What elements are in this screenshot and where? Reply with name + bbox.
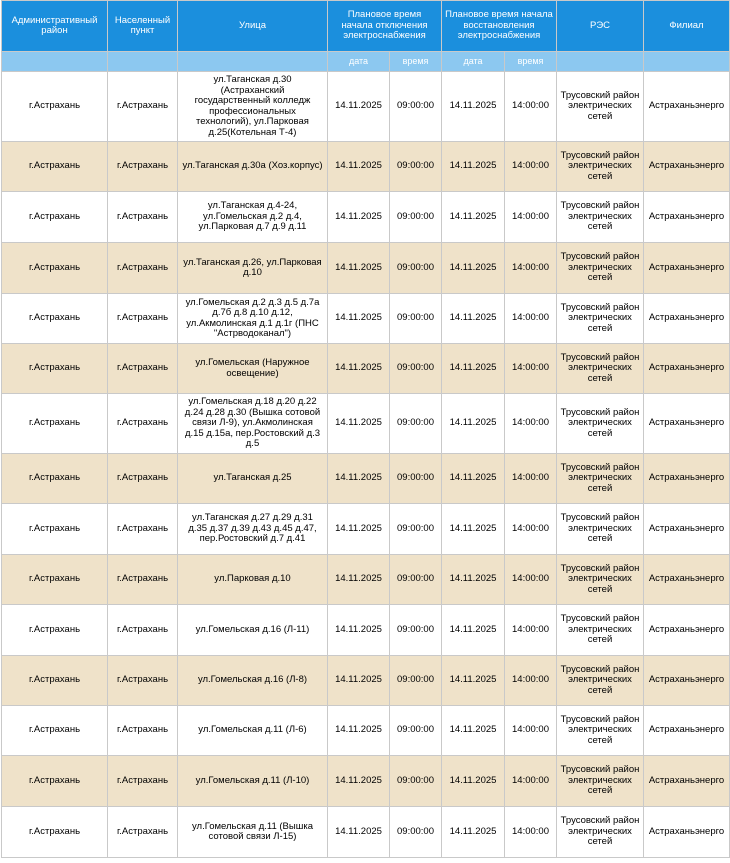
cell-branch: Астраханьэнерго xyxy=(644,756,730,807)
cell-street: ул.Гомельская д.2 д.3 д.5 д.7а д.7б д.8 д.10 д.12, ул.Акмолинская д.1 д.1г (ПНС "Астрводоканал") xyxy=(178,294,328,344)
header-sub-empty xyxy=(108,52,178,72)
cell-off-date: 14.11.2025 xyxy=(328,807,390,858)
cell-settlement: г.Астрахань xyxy=(108,656,178,706)
header-sub-empty xyxy=(178,52,328,72)
cell-settlement: г.Астрахань xyxy=(108,756,178,807)
cell-branch: Астраханьэнерго xyxy=(644,72,730,142)
cell-settlement: г.Астрахань xyxy=(108,807,178,858)
cell-on-date: 14.11.2025 xyxy=(442,344,505,394)
cell-on-date: 14.11.2025 xyxy=(442,605,505,656)
cell-on-time: 14:00:00 xyxy=(505,192,557,243)
cell-off-time: 09:00:00 xyxy=(390,72,442,142)
cell-branch: Астраханьэнерго xyxy=(644,394,730,454)
cell-res: Трусовский район электрических сетей xyxy=(557,454,644,504)
cell-district: г.Астрахань xyxy=(2,454,108,504)
cell-settlement: г.Астрахань xyxy=(108,504,178,555)
cell-on-date: 14.11.2025 xyxy=(442,656,505,706)
cell-street: ул.Гомельская (Наружное освещение) xyxy=(178,344,328,394)
table-row xyxy=(2,555,730,605)
table-row xyxy=(2,756,730,807)
cell-district: г.Астрахань xyxy=(2,656,108,706)
cell-street: ул.Таганская д.25 xyxy=(178,454,328,504)
cell-settlement: г.Астрахань xyxy=(108,394,178,454)
cell-branch: Астраханьэнерго xyxy=(644,555,730,605)
cell-on-date: 14.11.2025 xyxy=(442,394,505,454)
table-row xyxy=(2,454,730,504)
cell-branch: Астраханьэнерго xyxy=(644,454,730,504)
table-row xyxy=(2,72,730,142)
cell-on-date: 14.11.2025 xyxy=(442,807,505,858)
cell-off-time: 09:00:00 xyxy=(390,454,442,504)
cell-on-time: 14:00:00 xyxy=(505,243,557,294)
header-on-date: дата xyxy=(442,52,505,72)
cell-street: ул.Гомельская д.11 (Л-6) xyxy=(178,706,328,756)
cell-district: г.Астрахань xyxy=(2,344,108,394)
cell-settlement: г.Астрахань xyxy=(108,454,178,504)
header-planned-off: Плановое время начала отключения электроснабжения xyxy=(328,1,442,52)
cell-district: г.Астрахань xyxy=(2,294,108,344)
cell-on-time: 14:00:00 xyxy=(505,142,557,192)
cell-street: ул.Гомельская д.11 (Вышка сотовой связи Л-15) xyxy=(178,807,328,858)
cell-street: ул.Таганская д.27 д.29 д.31 д.35 д.37 д.39 д.43 д.45 д.47, пер.Ростовский д.7 д.41 xyxy=(178,504,328,555)
cell-res: Трусовский район электрических сетей xyxy=(557,656,644,706)
cell-off-time: 09:00:00 xyxy=(390,605,442,656)
cell-on-time: 14:00:00 xyxy=(505,72,557,142)
cell-off-time: 09:00:00 xyxy=(390,394,442,454)
cell-district: г.Астрахань xyxy=(2,192,108,243)
cell-district: г.Астрахань xyxy=(2,756,108,807)
cell-street: ул.Таганская д.4-24, ул.Гомельская д.2 д.4, ул.Парковая д.7 д.9 д.11 xyxy=(178,192,328,243)
table-row xyxy=(2,807,730,858)
cell-off-time: 09:00:00 xyxy=(390,807,442,858)
cell-district: г.Астрахань xyxy=(2,142,108,192)
cell-on-date: 14.11.2025 xyxy=(442,555,505,605)
header-off-date: дата xyxy=(328,52,390,72)
cell-res: Трусовский район электрических сетей xyxy=(557,394,644,454)
cell-branch: Астраханьэнерго xyxy=(644,294,730,344)
cell-branch: Астраханьэнерго xyxy=(644,706,730,756)
cell-on-time: 14:00:00 xyxy=(505,656,557,706)
cell-off-date: 14.11.2025 xyxy=(328,504,390,555)
cell-street: ул.Гомельская д.16 (Л-11) xyxy=(178,605,328,656)
cell-res: Трусовский район электрических сетей xyxy=(557,807,644,858)
cell-off-date: 14.11.2025 xyxy=(328,555,390,605)
cell-district: г.Астрахань xyxy=(2,72,108,142)
cell-on-time: 14:00:00 xyxy=(505,605,557,656)
header-branch: Филиал xyxy=(644,1,730,52)
table-row xyxy=(2,243,730,294)
cell-settlement: г.Астрахань xyxy=(108,344,178,394)
cell-res: Трусовский район электрических сетей xyxy=(557,555,644,605)
cell-district: г.Астрахань xyxy=(2,706,108,756)
cell-settlement: г.Астрахань xyxy=(108,72,178,142)
cell-off-time: 09:00:00 xyxy=(390,294,442,344)
cell-branch: Астраханьэнерго xyxy=(644,142,730,192)
table-header xyxy=(2,1,730,72)
cell-res: Трусовский район электрических сетей xyxy=(557,142,644,192)
cell-street: ул.Парковая д.10 xyxy=(178,555,328,605)
cell-settlement: г.Астрахань xyxy=(108,142,178,192)
header-sub-empty xyxy=(644,52,730,72)
cell-street: ул.Таганская д.26, ул.Парковая д.10 xyxy=(178,243,328,294)
header-row-sub xyxy=(2,52,730,72)
cell-street: ул.Гомельская д.18 д.20 д.22 д.24 д.28 д.30 (Вышка сотовой связи Л-9), ул.Акмолинская д.15 д.15а, пер.Ростовский д.3 д.5 xyxy=(178,394,328,454)
cell-on-time: 14:00:00 xyxy=(505,555,557,605)
cell-street: ул.Таганская д.30 (Астраханский государственный колледж профессиональных технологий), ул.Парковая д.25(Котельная Т-4) xyxy=(178,72,328,142)
cell-branch: Астраханьэнерго xyxy=(644,344,730,394)
outage-schedule-table xyxy=(1,0,730,858)
table-row xyxy=(2,142,730,192)
cell-off-date: 14.11.2025 xyxy=(328,454,390,504)
cell-off-date: 14.11.2025 xyxy=(328,243,390,294)
cell-off-date: 14.11.2025 xyxy=(328,142,390,192)
cell-off-date: 14.11.2025 xyxy=(328,192,390,243)
header-planned-on: Плановое время начала восстановления электроснабжения xyxy=(442,1,557,52)
cell-off-date: 14.11.2025 xyxy=(328,605,390,656)
table-row xyxy=(2,294,730,344)
cell-on-time: 14:00:00 xyxy=(505,294,557,344)
cell-branch: Астраханьэнерго xyxy=(644,656,730,706)
cell-off-time: 09:00:00 xyxy=(390,344,442,394)
cell-settlement: г.Астрахань xyxy=(108,192,178,243)
cell-res: Трусовский район электрических сетей xyxy=(557,756,644,807)
cell-settlement: г.Астрахань xyxy=(108,294,178,344)
cell-res: Трусовский район электрических сетей xyxy=(557,192,644,243)
header-sub-empty xyxy=(2,52,108,72)
cell-district: г.Астрахань xyxy=(2,394,108,454)
cell-on-date: 14.11.2025 xyxy=(442,243,505,294)
cell-off-date: 14.11.2025 xyxy=(328,72,390,142)
cell-district: г.Астрахань xyxy=(2,605,108,656)
cell-off-time: 09:00:00 xyxy=(390,192,442,243)
cell-res: Трусовский район электрических сетей xyxy=(557,605,644,656)
cell-res: Трусовский район электрических сетей xyxy=(557,72,644,142)
cell-res: Трусовский район электрических сетей xyxy=(557,706,644,756)
cell-branch: Астраханьэнерго xyxy=(644,504,730,555)
header-settlement: Населенный пункт xyxy=(108,1,178,52)
table-body xyxy=(2,72,730,858)
cell-settlement: г.Астрахань xyxy=(108,243,178,294)
header-row-main xyxy=(2,1,730,52)
cell-off-time: 09:00:00 xyxy=(390,243,442,294)
table-row xyxy=(2,656,730,706)
cell-branch: Астраханьэнерго xyxy=(644,192,730,243)
cell-branch: Астраханьэнерго xyxy=(644,807,730,858)
header-off-time: время xyxy=(390,52,442,72)
cell-settlement: г.Астрахань xyxy=(108,555,178,605)
cell-street: ул.Гомельская д.16 (Л-8) xyxy=(178,656,328,706)
cell-on-date: 14.11.2025 xyxy=(442,142,505,192)
cell-res: Трусовский район электрических сетей xyxy=(557,344,644,394)
cell-off-date: 14.11.2025 xyxy=(328,344,390,394)
cell-on-date: 14.11.2025 xyxy=(442,756,505,807)
cell-district: г.Астрахань xyxy=(2,555,108,605)
cell-res: Трусовский район электрических сетей xyxy=(557,504,644,555)
cell-street: ул.Таганская д.30а (Хоз.корпус) xyxy=(178,142,328,192)
cell-on-date: 14.11.2025 xyxy=(442,454,505,504)
table-row xyxy=(2,344,730,394)
cell-district: г.Астрахань xyxy=(2,504,108,555)
cell-on-time: 14:00:00 xyxy=(505,756,557,807)
header-admin-district: Административный район xyxy=(2,1,108,52)
table-row xyxy=(2,504,730,555)
cell-branch: Астраханьэнерго xyxy=(644,605,730,656)
cell-district: г.Астрахань xyxy=(2,243,108,294)
cell-on-date: 14.11.2025 xyxy=(442,192,505,243)
table-row xyxy=(2,605,730,656)
cell-res: Трусовский район электрических сетей xyxy=(557,294,644,344)
header-sub-empty xyxy=(557,52,644,72)
header-on-time: время xyxy=(505,52,557,72)
cell-branch: Астраханьэнерго xyxy=(644,243,730,294)
table-row xyxy=(2,706,730,756)
header-street: Улица xyxy=(178,1,328,52)
cell-off-time: 09:00:00 xyxy=(390,706,442,756)
table-row xyxy=(2,394,730,454)
cell-on-date: 14.11.2025 xyxy=(442,294,505,344)
cell-on-time: 14:00:00 xyxy=(505,807,557,858)
cell-off-time: 09:00:00 xyxy=(390,756,442,807)
cell-res: Трусовский район электрических сетей xyxy=(557,243,644,294)
cell-off-date: 14.11.2025 xyxy=(328,294,390,344)
cell-on-date: 14.11.2025 xyxy=(442,706,505,756)
cell-on-date: 14.11.2025 xyxy=(442,504,505,555)
cell-off-time: 09:00:00 xyxy=(390,504,442,555)
cell-off-date: 14.11.2025 xyxy=(328,394,390,454)
header-res: РЭС xyxy=(557,1,644,52)
cell-on-time: 14:00:00 xyxy=(505,706,557,756)
cell-settlement: г.Астрахань xyxy=(108,605,178,656)
cell-street: ул.Гомельская д.11 (Л-10) xyxy=(178,756,328,807)
cell-off-time: 09:00:00 xyxy=(390,142,442,192)
cell-on-time: 14:00:00 xyxy=(505,394,557,454)
cell-on-time: 14:00:00 xyxy=(505,454,557,504)
cell-off-date: 14.11.2025 xyxy=(328,756,390,807)
cell-off-date: 14.11.2025 xyxy=(328,656,390,706)
cell-on-time: 14:00:00 xyxy=(505,504,557,555)
cell-off-date: 14.11.2025 xyxy=(328,706,390,756)
cell-district: г.Астрахань xyxy=(2,807,108,858)
table-row xyxy=(2,192,730,243)
cell-on-date: 14.11.2025 xyxy=(442,72,505,142)
cell-off-time: 09:00:00 xyxy=(390,555,442,605)
cell-settlement: г.Астрахань xyxy=(108,706,178,756)
cell-on-time: 14:00:00 xyxy=(505,344,557,394)
cell-off-time: 09:00:00 xyxy=(390,656,442,706)
